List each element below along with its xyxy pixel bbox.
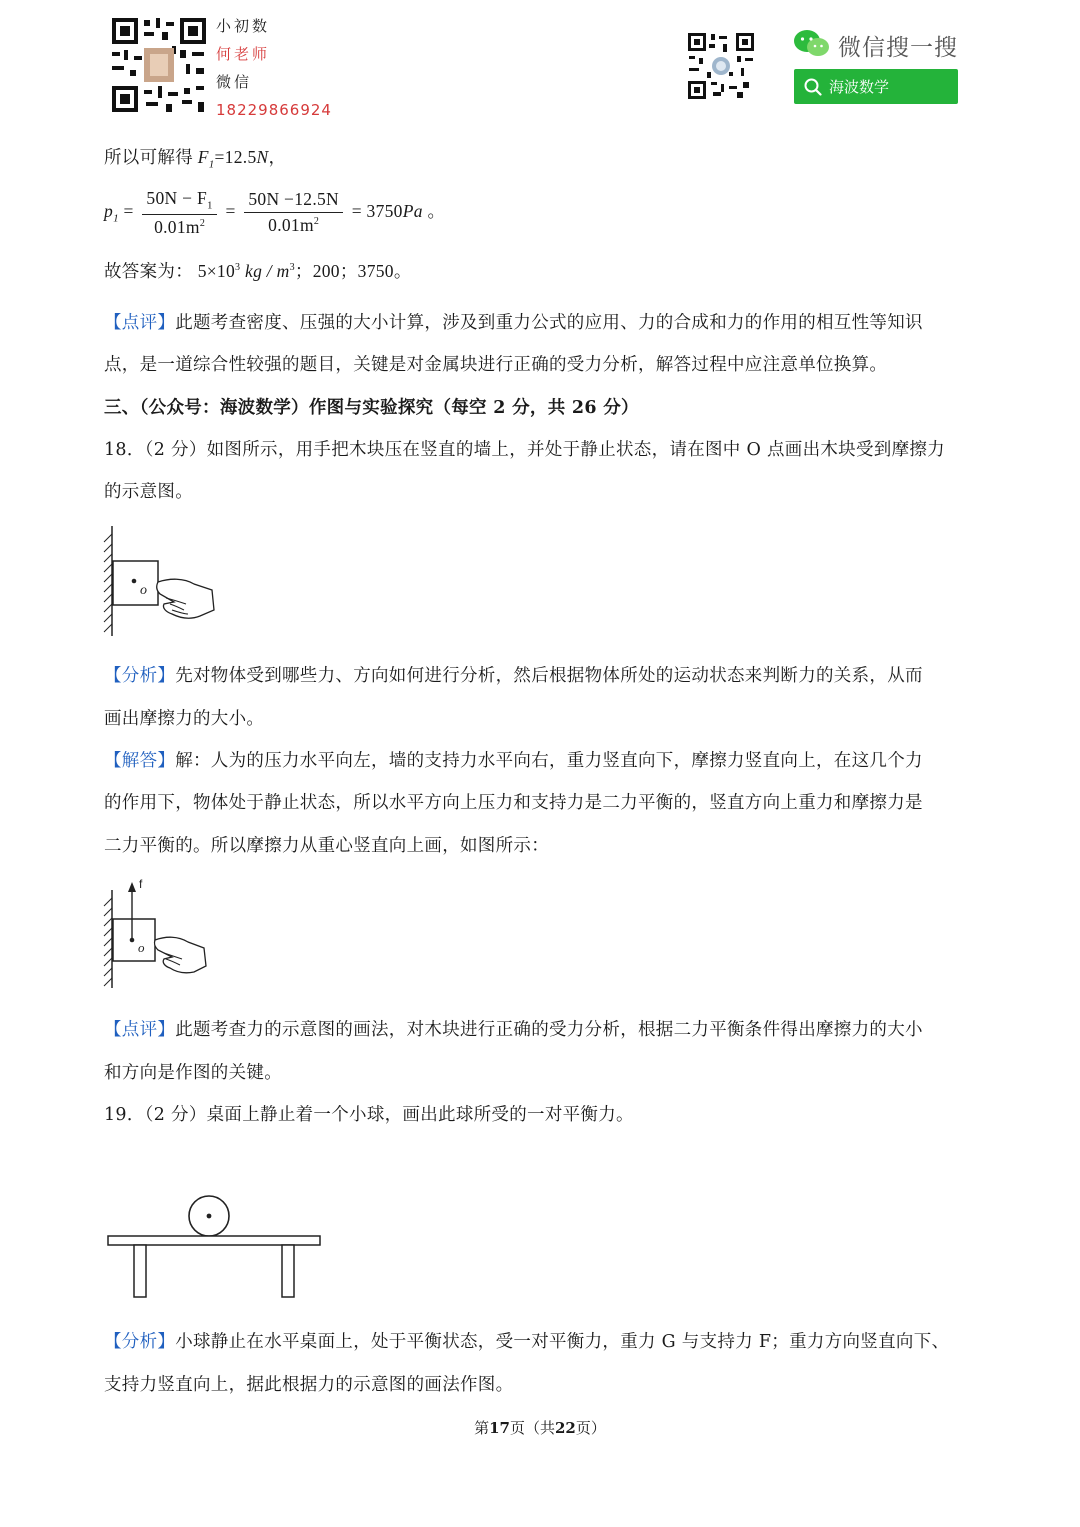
search-box[interactable] xyxy=(794,69,958,104)
solution-tag: 【解答】 xyxy=(104,751,176,771)
comment-2-line-2: 和方向是作图的关键。 xyxy=(104,1063,282,1083)
answer-line: 故答案为： $5\times 10^3$ kg / $m^3$；200；3750。 xyxy=(104,261,412,281)
text-span: 5×10 xyxy=(197,261,236,281)
label-f: f xyxy=(139,877,143,891)
text-span: 故答案为： xyxy=(104,261,193,281)
comment-1-line-2: 点，是一道综合性较强的题目，关键是对金属块进行正确的受力分析，解答过程中应注意单位换算。 xyxy=(104,355,888,375)
contact-phone: 18229866924 xyxy=(216,101,332,119)
text-span: 小球静止在水平桌面上，处于平衡状态，受一对平衡力，重力 G 与支持力 F；重力方向竖直向下、 xyxy=(175,1332,950,1352)
page-total: 22 xyxy=(555,1419,576,1437)
wechat-search-title: 微信搜一搜 xyxy=(838,35,958,61)
analysis-tag: 【分析】 xyxy=(104,1332,176,1352)
contact-block xyxy=(216,12,332,124)
contact-line-3: 微信 xyxy=(216,73,253,91)
text-span: N xyxy=(256,147,269,167)
table-leg-right xyxy=(282,1245,294,1297)
q18-line-2: 的示意图。 xyxy=(104,482,193,502)
page-footer xyxy=(0,1417,1080,1438)
q18-line-1: 18．（2 分）如图所示，用手把木块压在竖直的墙上，并处于静止状态，请在图中 O 点画出木块受到摩擦力 xyxy=(104,440,945,460)
qr-code-icon xyxy=(110,16,208,114)
text-span: 解：人为的压力水平向左，墙的支持力水平向右，重力竖直向下，摩擦力竖直向上，在这几个力 xyxy=(175,751,923,771)
comment-1-line-1 xyxy=(104,309,923,334)
comment-tag: 【点评】 xyxy=(104,1020,176,1040)
wechat-icon xyxy=(793,28,831,60)
contact-line-1: 小初数 xyxy=(216,17,271,35)
solution-line-1 xyxy=(104,747,923,772)
solution-line-3: 二力平衡的。所以摩擦力从重心竖直向上画，如图所示： xyxy=(104,836,549,856)
fraction-1 xyxy=(142,188,216,238)
text-span: ；200；3750。 xyxy=(294,261,412,281)
search-box-label: 海波数学 xyxy=(829,78,890,96)
search-icon xyxy=(804,78,822,96)
label-o: o xyxy=(140,583,147,598)
var-p1: $p_1$ xyxy=(104,200,119,225)
analysis-line-1 xyxy=(104,662,923,687)
pressure-equation: $p_1$ = $\frac{50N - F_1}{0.01m^2}$ = $\frac{50N -12.5N}{0.01m^2}$ = 3750Pa 。 xyxy=(104,188,446,237)
section-3-heading: 三、（公众号：海波数学）作图与实验探究（每空 2 分，共 26 分） xyxy=(104,398,639,418)
analysis-2-line-2: 支持力竖直向上，据此根据力的示意图的画法作图。 xyxy=(104,1375,514,1395)
figure-friction-arrow xyxy=(100,876,215,990)
text-span: 页（共 xyxy=(509,1419,555,1437)
fraction-2-den: $0.01m^2$ xyxy=(268,215,320,236)
analysis-tag: 【分析】 xyxy=(104,666,176,686)
text-span: 50N − F xyxy=(146,188,207,208)
qr-code-icon xyxy=(687,32,755,100)
text-span: 0.01m xyxy=(268,215,314,236)
fraction-1-num: $50N - F_1$ xyxy=(142,188,216,215)
fraction-2 xyxy=(244,189,343,236)
text-span: 页） xyxy=(575,1419,606,1437)
figure-ball-on-table xyxy=(100,1188,330,1304)
text-span: 第 xyxy=(474,1419,490,1437)
text-span: kg / m xyxy=(245,261,290,281)
text-span: Pa xyxy=(402,200,423,221)
text-span: 此题考查力的示意图的画法，对木块进行正确的受力分析，根据二力平衡条件得出摩擦力的大小 xyxy=(175,1020,923,1040)
text-span: =12.5 xyxy=(214,147,257,167)
table-top xyxy=(108,1236,320,1245)
solution-line-2: 的作用下，物体处于静止状态，所以水平方向上压力和支持力是二力平衡的，竖直方向上重力和摩擦力是 xyxy=(104,793,923,813)
text-span: 0.01m xyxy=(154,216,200,237)
text-span: 先对物体受到哪些力、方向如何进行分析，然后根据物体所处的运动状态来判断力的关系，从而 xyxy=(175,666,923,686)
comment-tag: 【点评】 xyxy=(104,313,176,333)
contact-line-2: 何老师 xyxy=(216,45,271,63)
figure-block-on-wall xyxy=(100,524,220,638)
q19-line: 19．（2 分）桌面上静止着一个小球，画出此球所受的一对平衡力。 xyxy=(104,1105,634,1125)
solve-line xyxy=(104,144,286,171)
comment-2-line-1 xyxy=(104,1016,923,1041)
fraction-2-num: 50N −12.5N xyxy=(244,189,343,213)
analysis-line-2: 画出摩擦力的大小。 xyxy=(104,709,265,729)
text-span: = 3750 xyxy=(351,200,403,221)
label-o: o xyxy=(138,940,145,955)
var-f1: $F_1$ xyxy=(197,147,215,171)
text-span: 此题考查密度、压强的大小计算，涉及到重力公式的应用、力的合成和力的作用的相互性等知识 xyxy=(175,313,923,333)
text-span: 所以可解得 xyxy=(104,147,193,167)
analysis-2-line-1 xyxy=(104,1328,949,1353)
page-number: 17 xyxy=(489,1419,510,1437)
text-span: ， xyxy=(268,147,287,167)
table-leg-left xyxy=(134,1245,146,1297)
fraction-1-den: $0.01m^2$ xyxy=(154,216,206,237)
